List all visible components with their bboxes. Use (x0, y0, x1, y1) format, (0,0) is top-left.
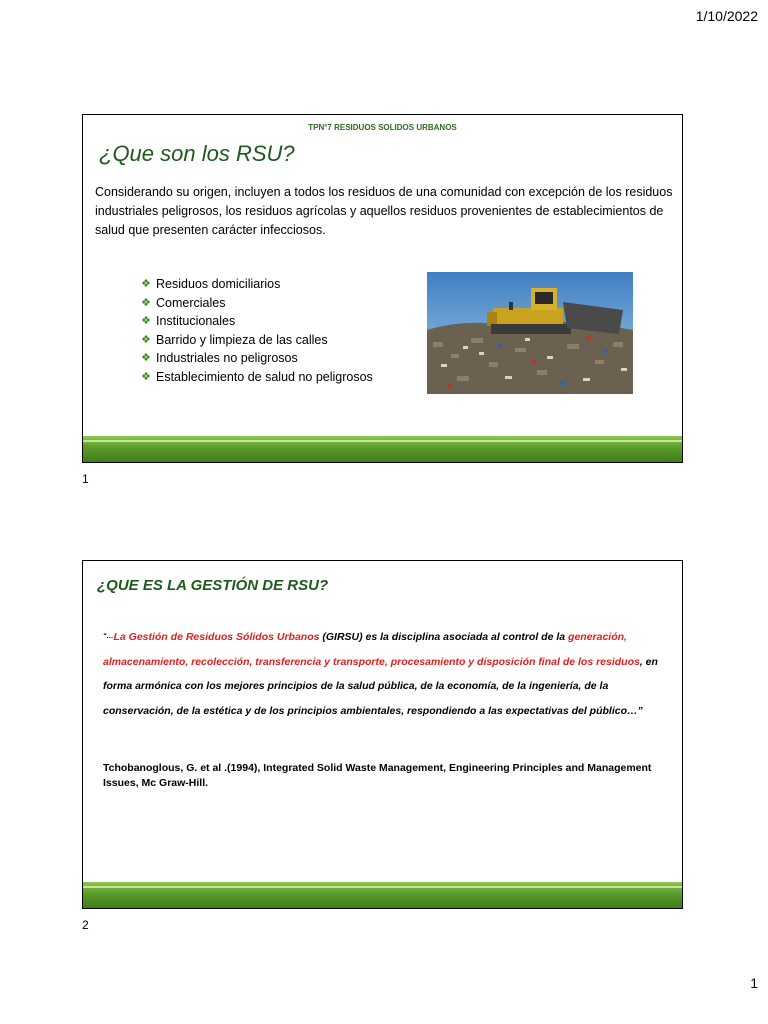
list-item: ❖ Residuos domiciliarios (141, 275, 373, 294)
intro-paragraph: Considerando su origen, incluyen a todos los residuos de una comunidad con excepción de los residuos industriales peligrosos, los residuos agrícolas y aquellos residuos provenientes de establecimientos de salud que presenten carácter infecciosos. (95, 185, 673, 237)
slide-title: ¿QUE ES LA GESTIÓN DE RSU? (97, 577, 329, 594)
landfill-photo (427, 272, 633, 394)
bullet-list (141, 275, 373, 387)
diamond-bullet-icon: ❖ (141, 315, 151, 328)
reference-text: Tchobanoglous, G. et al .(1994), Integrated Solid Waste Management, Engineering Principles and Management Issues, Mc Graw-Hill. (103, 762, 652, 789)
diamond-bullet-icon: ❖ (141, 333, 151, 346)
list-item: ❖ Industriales no peligrosos (141, 349, 373, 368)
slide-title: ¿Que son los RSU? (99, 141, 295, 166)
print-date: 1/10/2022 (695, 8, 758, 24)
diamond-bullet-icon: ❖ (141, 278, 151, 290)
list-item: ❖ Barrido y limpieza de las calles (141, 331, 373, 350)
page-number: 1 (750, 975, 758, 991)
list-item: ❖ Comerciales (141, 294, 373, 313)
diamond-bullet-icon: ❖ (141, 352, 151, 365)
diamond-bullet-icon: ❖ (141, 296, 151, 309)
quote-paragraph: “…La Gestión de Residuos Sólidos Urbanos (GIRSU) es la disciplina asociada al control de la generación, almacenamiento, recolección, transferencia y transporte, procesamiento y disposición final de los residuos, en forma armónica con los mejores principios de la salud pública, de la economía, de la ingeniería, de la conservación, de la estética y de los principios ambientales, respondiendo a las expectativas del público…” (103, 631, 658, 717)
diamond-bullet-icon: ❖ (141, 370, 151, 383)
list-item: ❖ Establecimiento de salud no peligrosos (141, 368, 373, 387)
slide-2 (82, 560, 683, 909)
slide-1 (82, 114, 683, 463)
list-item: ❖ Institucionales (141, 312, 373, 331)
slide-header: TPN°7 RESIDUOS SOLIDOS URBANOS (308, 123, 457, 132)
slide-number: 2 (82, 918, 89, 932)
slide-footer-band (83, 882, 682, 908)
slide-number: 1 (82, 472, 89, 486)
slide-footer-band (83, 436, 682, 462)
